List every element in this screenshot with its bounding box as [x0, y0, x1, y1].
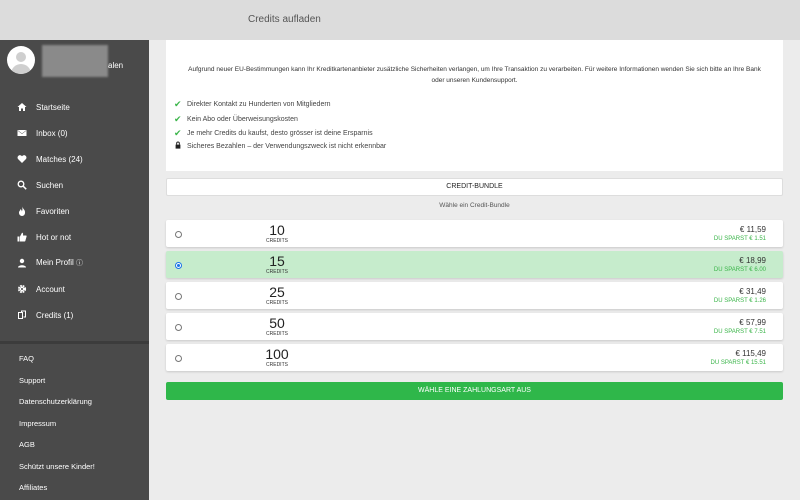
sidebar-item-mein-profil[interactable] [0, 252, 149, 274]
sidebar-item-inbox[interactable] [0, 122, 149, 144]
sidebar-item-account[interactable] [0, 278, 149, 300]
bundle-savings: DU SPARST € 1.51 [713, 236, 766, 242]
footer-link-datenschutz[interactable]: Datenschutzerklärung [19, 397, 92, 406]
credits-label: CREDITS [266, 300, 288, 306]
info-card [166, 40, 783, 171]
bundle-radio[interactable] [175, 293, 182, 300]
sidebar-item-label: Credits (1) [36, 310, 74, 320]
sidebar-item-credits[interactable] [0, 304, 149, 326]
bundle-option-50[interactable] [166, 313, 783, 340]
sidebar-item-label: Mein Profil ⓘ [36, 258, 84, 267]
credit-bundle-subtitle: Wähle ein Credit-Bundle [439, 202, 510, 209]
envelope-icon [16, 128, 27, 139]
credits-label: CREDITS [266, 362, 288, 368]
profile-name-suffix: alen [108, 61, 124, 70]
credits-icon [16, 310, 27, 321]
bundle-price: € 31,49 [739, 287, 766, 296]
bundle-radio[interactable] [175, 324, 182, 331]
bundle-savings: DU SPARST € 1.26 [713, 298, 766, 304]
credit-bundle-header[interactable]: CREDIT-BUNDLE [166, 178, 783, 196]
credits-amount: 25 [269, 284, 285, 300]
user-icon [16, 258, 27, 269]
sidebar-item-startseite[interactable] [0, 96, 149, 118]
profile-header[interactable] [0, 40, 149, 85]
search-icon [16, 180, 27, 191]
gear-icon [16, 284, 27, 295]
check-icon: ✔ [174, 128, 182, 138]
check-icon: ✔ [174, 114, 182, 124]
sidebar-item-label: Favoriten [36, 206, 70, 216]
heart-icon [16, 154, 27, 165]
sidebar-item-favoriten[interactable] [0, 200, 149, 222]
check-icon: ✔ [174, 99, 182, 109]
benefit-label: Je mehr Credits du kaufst, desto grösser ist deine Ersparnis [187, 130, 373, 137]
page-title: Credits aufladen [248, 14, 321, 25]
sidebar-item-hot-or-not[interactable] [0, 226, 149, 248]
footer-link-impressum[interactable]: Impressum [19, 419, 57, 428]
benefit-item [174, 128, 373, 139]
eu-notice: Aufgrund neuer EU-Bestimmungen kann Ihr Kreditkartenanbieter zusätzliche Sicherheiten verlangen, um Ihre Transaktion zu verarbeiten. Für weitere Informationen wenden Sie sich bitte an Ihre Bank oder unseren Kundensupport. [188, 66, 761, 84]
top-bar [0, 0, 800, 40]
sidebar-item-label: Suchen [36, 180, 64, 190]
bundle-option-15[interactable] [166, 251, 783, 278]
benefit-item [174, 99, 331, 110]
bundle-radio[interactable] [175, 231, 182, 238]
footer-link-affiliates[interactable]: Affiliates [19, 483, 48, 492]
bundle-price: € 57,99 [739, 318, 766, 327]
footer-link-kinderschutz[interactable]: Schützt unsere Kinder! [19, 462, 95, 471]
profile-name-blurred [42, 45, 108, 77]
bundle-option-25[interactable] [166, 282, 783, 309]
lock-icon [174, 141, 185, 151]
bundle-option-10[interactable] [166, 220, 783, 247]
sidebar-item-label: Inbox (0) [36, 128, 68, 138]
credits-amount: 100 [265, 346, 289, 362]
info-icon: ⓘ [76, 260, 84, 267]
sidebar-divider [0, 341, 149, 344]
choose-payment-button[interactable]: WÄHLE EINE ZAHLUNGSART AUS [166, 382, 783, 400]
sidebar-item-suchen[interactable] [0, 174, 149, 196]
footer-link-support[interactable]: Support [19, 376, 46, 385]
thumbs-up-icon [16, 232, 27, 243]
home-icon [16, 102, 27, 113]
sidebar-item-label: Account [36, 284, 65, 294]
credits-label: CREDITS [266, 238, 288, 244]
sidebar-item-label: Hot or not [36, 232, 72, 242]
benefit-item [174, 114, 298, 125]
bundle-radio[interactable] [175, 262, 182, 269]
avatar[interactable] [7, 46, 35, 74]
footer-link-agb[interactable]: AGB [19, 440, 35, 449]
benefit-label: Direkter Kontakt zu Hunderten von Mitgliedern [187, 101, 331, 108]
sidebar [0, 40, 149, 500]
secure-payment-label: Sicheres Bezahlen – der Verwendungszweck ist nicht erkennbar [187, 142, 387, 150]
bundle-radio[interactable] [175, 355, 182, 362]
secure-payment-item [174, 141, 386, 151]
credits-label: CREDITS [266, 269, 288, 275]
benefit-label: Kein Abo oder Überweisungskosten [187, 116, 298, 123]
bundle-price: € 18,99 [739, 256, 766, 265]
bundle-price: € 11,59 [739, 225, 766, 234]
sidebar-item-matches[interactable] [0, 148, 149, 170]
main-content [149, 40, 800, 500]
sidebar-item-label: Startseite [36, 102, 70, 112]
credits-amount: 10 [269, 222, 285, 238]
bundle-savings: DU SPARST € 7.51 [713, 329, 766, 335]
flame-icon [16, 206, 27, 217]
credits-amount: 50 [269, 315, 285, 331]
bundle-savings: DU SPARST € 15.51 [710, 360, 766, 366]
sidebar-item-label: Matches (24) [36, 154, 83, 164]
credits-label: CREDITS [266, 331, 288, 337]
bundle-savings: DU SPARST € 6.00 [713, 267, 766, 273]
bundle-option-100[interactable] [166, 344, 783, 371]
credits-amount: 15 [269, 253, 285, 269]
footer-link-faq[interactable]: FAQ [19, 354, 35, 363]
bundle-price: € 115,49 [735, 349, 766, 358]
